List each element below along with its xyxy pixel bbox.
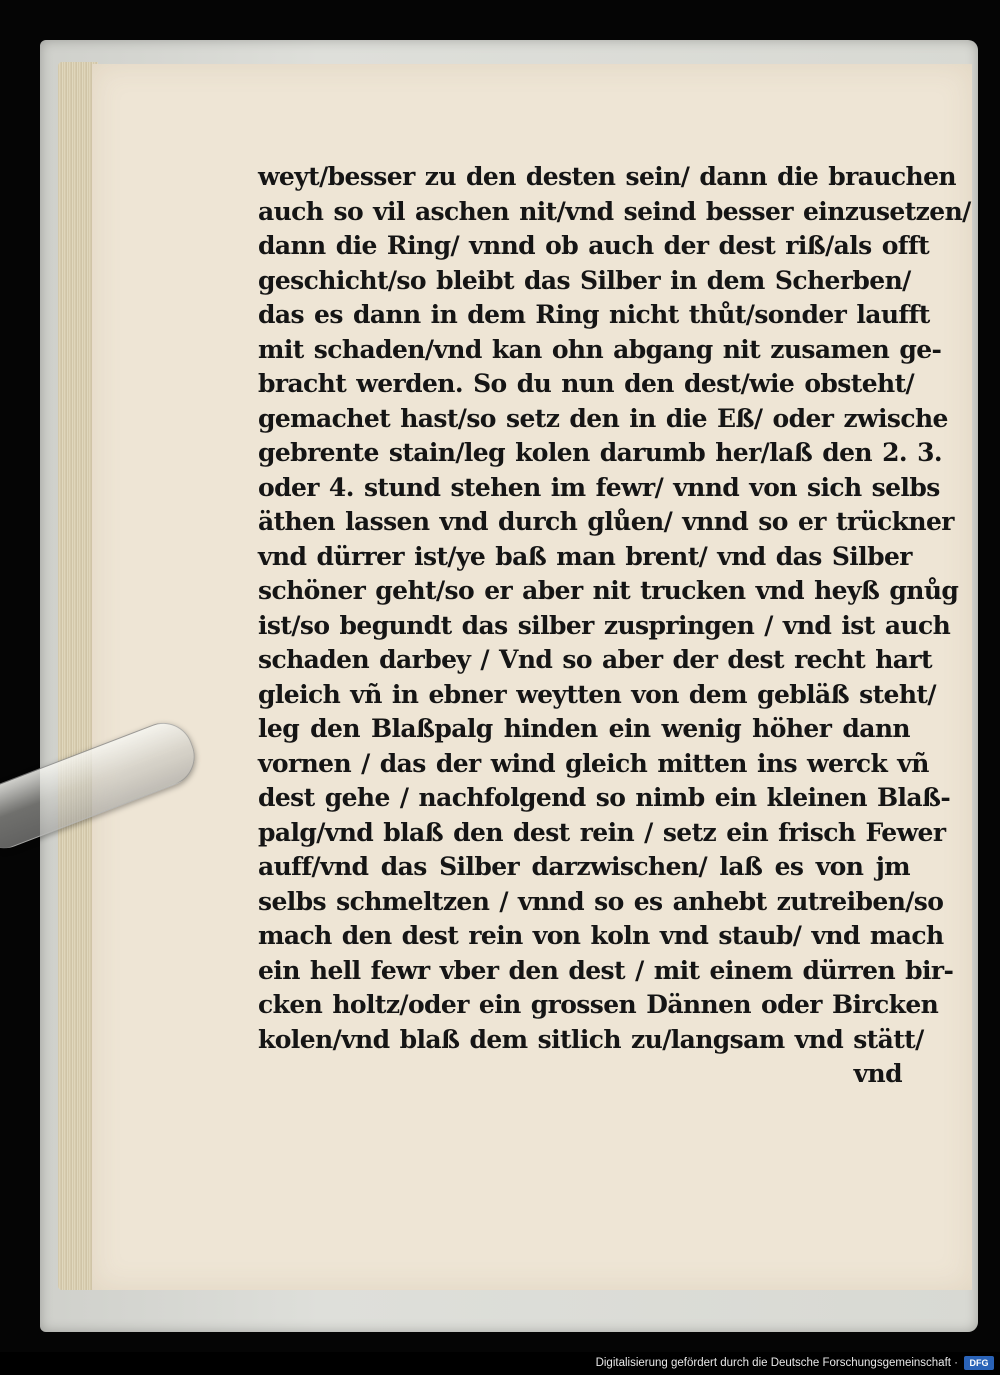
text-line: vornen / das der wind gleich mitten ins werck vñ: [258, 748, 929, 778]
text-line: oder 4. stund stehen im fewr/ vnnd von sich selbs: [258, 472, 940, 502]
text-line: selbs schmeltzen / vnnd so es anhebt zutreiben/so: [258, 886, 944, 916]
dfg-logo[interactable]: DFG: [964, 1356, 994, 1370]
text-line: palg/vnd blaß den dest rein / setz ein frisch Fewer: [258, 817, 946, 847]
text-line: geschicht/so bleibt das Silber in dem Scherben/: [258, 265, 911, 295]
footer-credit: Digitalisierung gefördert durch die Deutsche Forschungsgemeinschaft ·: [595, 1357, 958, 1369]
text-line: ist/so begundt das silber zuspringen / vnd ist auch: [258, 610, 951, 640]
text-line: schaden darbey / Vnd so aber der dest recht hart: [258, 645, 932, 674]
text-line: kolen/vnd blaß dem sitlich zu/langsam vnd stätt/: [258, 1024, 924, 1054]
text-line: gemachet hast/so setz den in die Eß/ oder zwische: [258, 403, 948, 433]
page-text-block: [258, 160, 971, 1092]
text-line: cken holtz/oder ein grossen Dännen oder Bircken: [258, 990, 939, 1019]
text-line: dann die Ring/ vnnd ob auch der dest riß/als offt: [258, 231, 930, 260]
text-line: schöner geht/so er aber nit trucken vnd heyß gnůg: [258, 576, 959, 605]
text-line: mach den dest rein von koln vnd staub/ vnd mach: [258, 921, 944, 950]
text-line: äthen lassen vnd durch glůen/ vnnd so er trückner: [258, 507, 954, 536]
text-line: weyt/besser zu den desten sein/ dann die brauchen: [258, 162, 957, 191]
text-line: gleich vñ in ebner weytten von dem gebläß steht/: [258, 679, 936, 709]
text-line: vnd dürrer ist/ye baß man brent/ vnd das Silber: [258, 541, 912, 571]
text-line: leg den Blaßpalg hinden ein wenig höher dann: [258, 714, 910, 743]
text-line: bracht werden. So du nun den dest/wie obsteht/: [258, 369, 915, 398]
text-line: auch so vil aschen nit/vnd seind besser einzusetzen/: [258, 196, 971, 226]
text-line: dest gehe / nachfolgend so nimb ein kleinen Blaß-: [258, 783, 951, 812]
footer-bar: [0, 1352, 1000, 1375]
text-line: gebrente stain/leg kolen darumb her/laß den 2. 3.: [258, 438, 942, 467]
text-line: ein hell fewr vber den dest / mit einem dürren bir-: [258, 955, 954, 985]
text-line: auff/vnd das Silber darzwischen/ laß es von jm: [258, 852, 910, 881]
text-line: das es dann in dem Ring nicht thůt/sonder laufft: [258, 300, 930, 329]
text-line: vnd: [853, 1059, 902, 1088]
text-line: mit schaden/vnd kan ohn abgang nit zusamen ge-: [258, 334, 942, 364]
